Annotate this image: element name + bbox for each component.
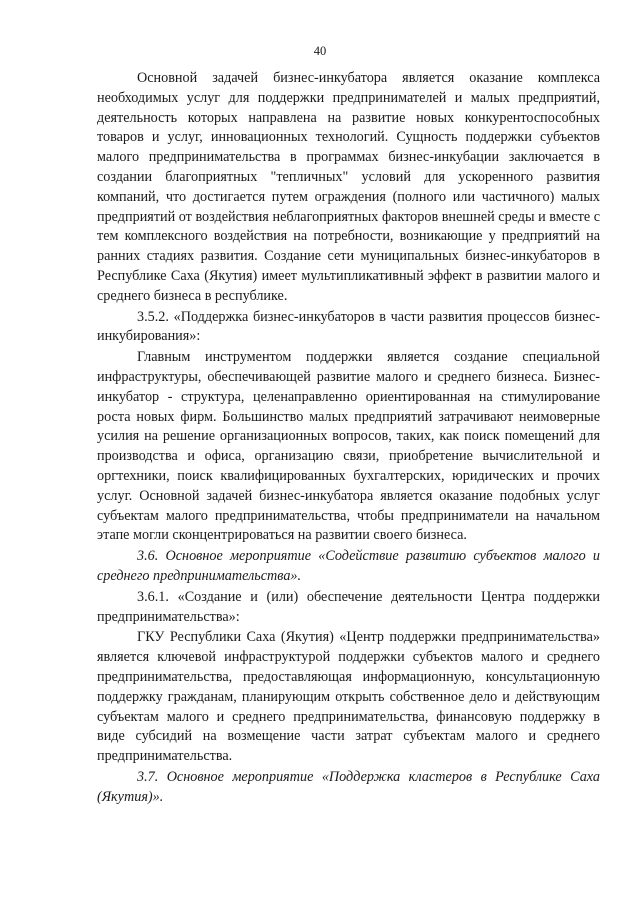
paragraph-incubator-task: Основной задачей бизнес-инкубатора является оказание комплекса необходимых услуг для поддержки предпринимателей и малых предприятий, деятельность которых направлена на развитие новых конкурентоспособных товаров и услуг, инновационных технологий. Сущность поддержки субъектов малого предпринимательства в программах бизнес-инкубации заключается в создании благоприятных "тепличных" условий для ускоренного развития компаний, что достигается путем ограждения (полного или частичного) малых предприятий от воздействия неблагоприятных факторов внешней среды и вместе с тем комплексного воздействия на потребности, возникающие у предприятий на ранних стадиях развития. Создание сети муниципальных бизнес-инкубаторов в Республике Саха (Якутия) имеет мультипликативный эффект в развитии малого и среднего бизнеса в республике. [97,70,600,304]
paragraph-main-instrument: Главным инструментом поддержки является создание специальной инфраструктуры, обеспечивающей развитие малого и среднего бизнеса. Бизнес-инкубатор - структура, целенаправленно ориентированная на стимулирование роста новых фирм. Большинство малых предприятий затрачивают неимоверные усилия на решение организационных вопросов, таких, как поиск помещений для производства и офиса, организацию связи, приобретение вычислительной и оргтехники, поиск квалифицированных бухгалтерских, юридических и прочих услуг. Основной задачей бизнес-инкубатора является оказание подобных услуг субъектам малого предпринимательства, чтобы предприниматели на начальном этапе могли сконцентрироваться на развитии своего бизнеса. [97,349,600,544]
paragraph-3-7-heading: 3.7. Основное мероприятие «Поддержка кластеров в Республике Саха (Якутия)». [97,768,600,805]
paragraph-3-6-1-heading: 3.6.1. «Создание и (или) обеспечение деятельности Центра поддержки предпринимательства»: [97,588,600,625]
document-body [97,69,600,807]
paragraph-support-center: ГКУ Республики Саха (Якутия) «Центр поддержки предпринимательства» является ключевой инфраструктурой поддержки субъектов малого и среднего предпринимательства, предоставляющая информационную, консультационную поддержку гражданам, планирующим открыть собственное дело и действующим субъектам малого и среднего предпринимательства, финансовую поддержку в виде субсидий на возмещение части затрат субъектам малого и среднего предпринимательства. [97,629,600,765]
paragraph-3-6-heading: 3.6. Основное мероприятие «Содействие развитию субъектов малого и среднего предпринимательства». [97,548,600,584]
page-number: 40 [313,44,327,58]
paragraph-3-5-2-heading: 3.5.2. «Поддержка бизнес-инкубаторов в части развития процессов бизнес-инкубирования»: [97,308,600,345]
